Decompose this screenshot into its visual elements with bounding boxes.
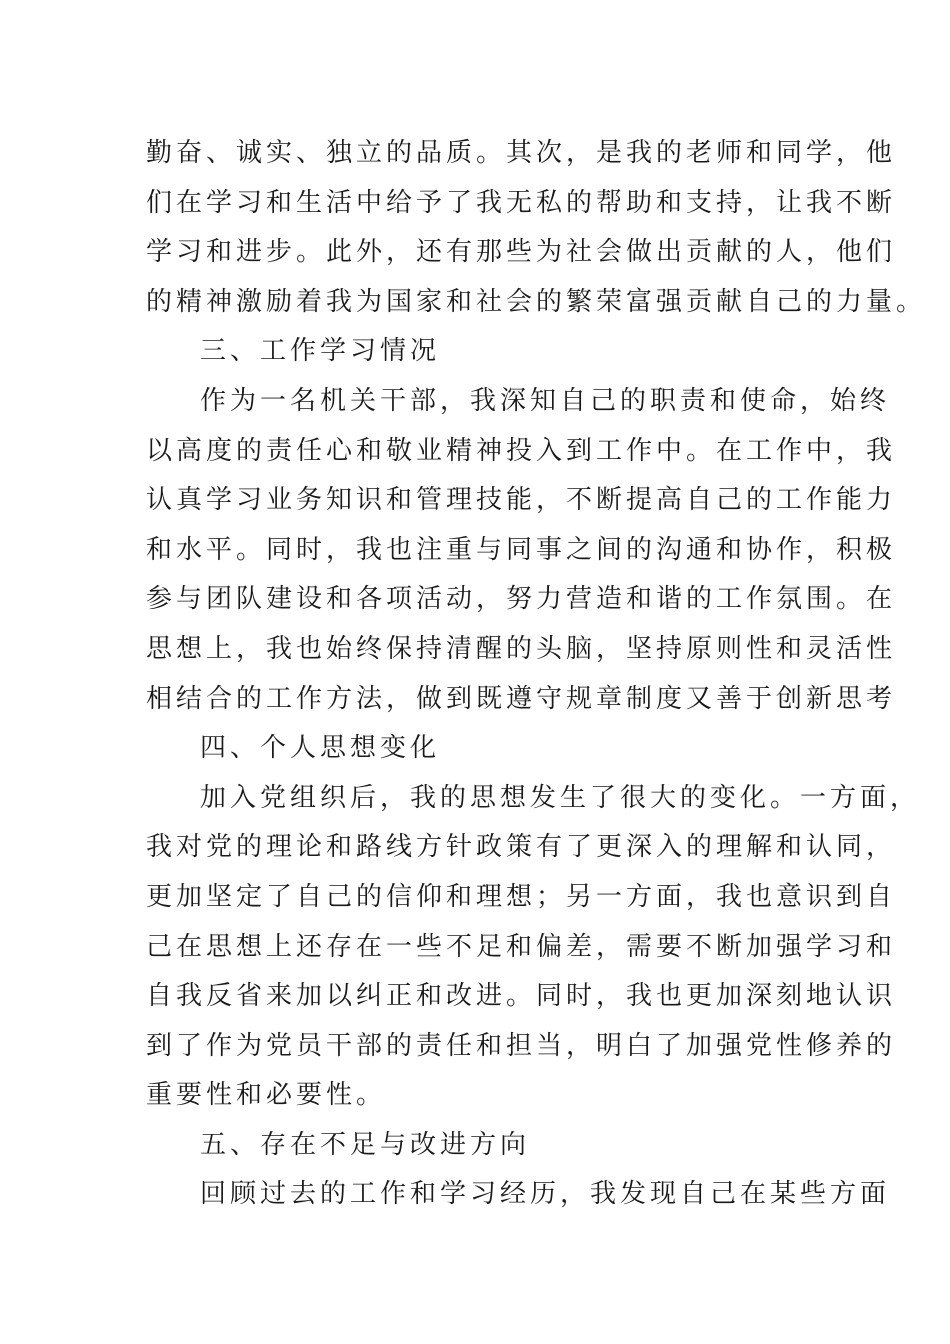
text-line: 己在思想上还存在一些不足和偏差，需要不断加强学习和 — [146, 931, 897, 962]
text-line: 和水平。同时，我也注重与同事之间的沟通和协作，积极 — [146, 534, 897, 565]
text-line: 以高度的责任心和敬业精神投入到工作中。在工作中，我 — [146, 435, 897, 466]
text-line: 重要性和必要性。 — [146, 1080, 387, 1111]
text-line: 更加坚定了自己的信仰和理想；另一方面，我也意识到自 — [146, 881, 897, 912]
text-line: 我对党的理论和路线方针政策有了更深入的理解和认同， — [146, 832, 897, 863]
text-line: 相结合的工作方法，做到既遵守规章制度又善于创新思考 — [146, 683, 897, 714]
text-line: 自我反省来加以纠正和改进。同时，我也更加深刻地认识 — [146, 981, 897, 1012]
text-line: 认真学习业务知识和管理技能，不断提高自己的工作能力 — [146, 485, 897, 516]
text-line: 们在学习和生活中给予了我无私的帮助和支持，让我不断 — [146, 187, 897, 218]
section-heading: 四、个人思想变化 — [200, 733, 441, 764]
text-line: 勤奋、诚实、独立的品质。其次，是我的老师和同学，他 — [146, 138, 897, 168]
paragraph-start-line: 作为一名机关干部，我深知自己的职责和使命，始终 — [200, 385, 891, 416]
paragraph-start-line: 加入党组织后，我的思想发生了很大的变化。一方面， — [200, 782, 921, 813]
section-heading: 三、工作学习情况 — [200, 336, 441, 367]
text-line: 的精神激励着我为国家和社会的繁荣富强贡献自己的力量。 — [146, 286, 927, 317]
text-line: 学习和进步。此外，还有那些为社会做出贡献的人，他们 — [146, 237, 897, 268]
text-line: 参与团队建设和各项活动，努力营造和谐的工作氛围。在 — [146, 584, 897, 615]
text-line: 思想上，我也始终保持清醒的头脑，坚持原则性和灵活性 — [146, 633, 897, 664]
paragraph-start-line: 回顾过去的工作和学习经历，我发现自己在某些方面 — [200, 1179, 891, 1210]
text-line: 到了作为党员干部的责任和担当，明白了加强党性修养的 — [146, 1030, 897, 1061]
section-heading: 五、存在不足与改进方向 — [200, 1129, 531, 1160]
document-body — [146, 129, 927, 1220]
